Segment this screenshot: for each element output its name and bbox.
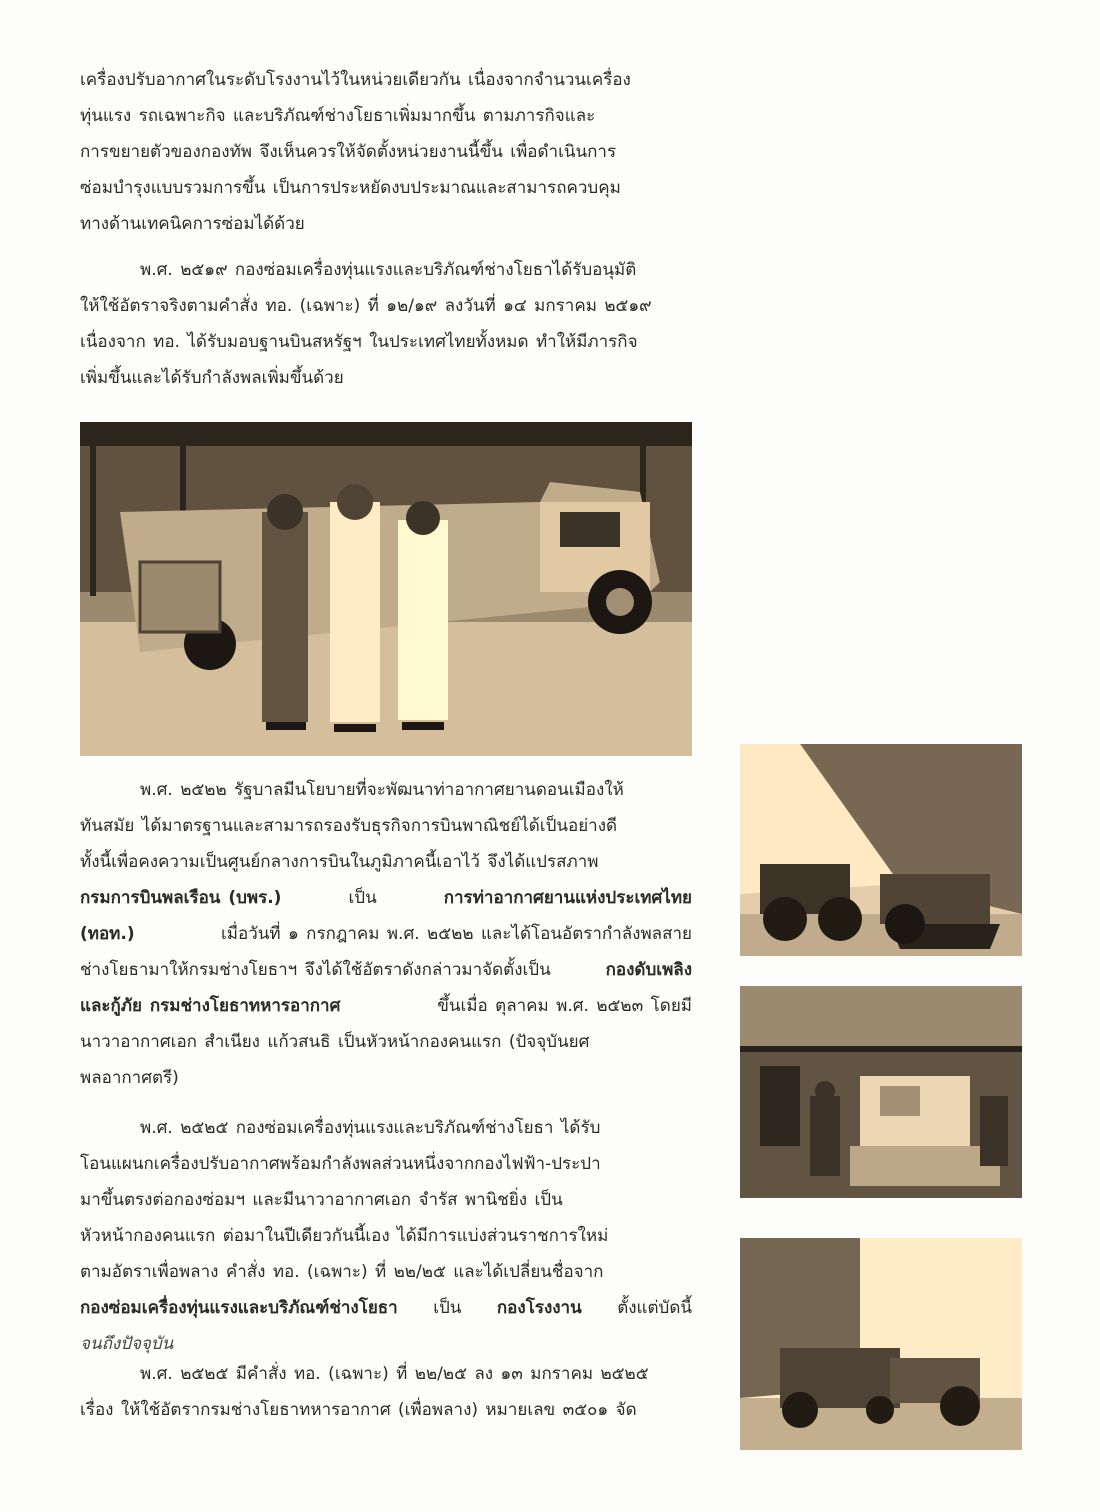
text-line: ซ่อมบำรุงแบบรวมการขึ้น เป็นการประหยัดงบประมาณและสามารถควบคุม: [80, 178, 621, 198]
text-span: เมื่อวันที่ ๑ กรกฎาคม พ.ศ. ๒๕๒๒ และได้โอนอัตรากำลังพลสาย: [220, 924, 692, 944]
bold-term: กองโรงงาน: [496, 1298, 582, 1318]
bold-term: กองซ่อมเครื่องทุ่นแรงและบริภัณฑ์ช่างโยธา: [80, 1298, 398, 1318]
paragraph-4: [80, 1110, 692, 1362]
italic-term: จนถึงปัจจุบัน: [80, 1334, 174, 1354]
bold-term: กรมการบินพลเรือน (บพร.): [80, 888, 282, 908]
text-line: [80, 952, 692, 988]
text-line: พ.ศ. ๒๕๒๕ กองซ่อมเครื่องทุ่นแรงและบริภัณฑ์ช่างโยธา ได้รับ: [140, 1118, 601, 1138]
text-line: เพิ่มขึ้นและได้รับกำลังพลเพิ่มขึ้นด้วย: [80, 368, 344, 388]
text-line: เรื่อง ให้ใช้อัตรากรมช่างโยธาทหารอากาศ (เพื่อพลาง) หมายเลข ๓๕๐๑ จัด: [80, 1400, 637, 1420]
paragraph-1: [80, 62, 692, 242]
text-line: [80, 880, 692, 916]
bold-term: กองดับเพลิง: [605, 960, 692, 980]
text-span: ขึ้นเมื่อ ตุลาคม พ.ศ. ๒๕๒๓ โดยมี: [437, 996, 692, 1016]
text-line: พ.ศ. ๒๕๒๕ มีคำสั่ง ทอ. (เฉพาะ) ที่ ๒๒/๒๕ ลง ๑๓ มกราคม ๒๕๒๕: [140, 1364, 649, 1384]
text-line: ทันสมัย ได้มาตรฐานและสามารถรองรับธุรกิจการบินพาณิชย์ได้เป็นอย่างดี: [80, 816, 618, 836]
text-line: พลอากาศตรี): [80, 1068, 179, 1088]
text-line: โอนแผนกเครื่องปรับอากาศพร้อมกำลังพลส่วนหนึ่งจากกองไฟฟ้า-ประปา: [80, 1154, 601, 1174]
text-line: [80, 988, 692, 1024]
text-line: ทั้งนี้เพื่อคงความเป็นศูนย์กลางการบินในภูมิภาคนี้เอาไว้ จึงได้แปรสภาพ: [80, 852, 599, 872]
paragraph-3: [80, 772, 692, 1096]
bold-term: และกู้ภัย กรมช่างโยธาทหารอากาศ: [80, 996, 341, 1016]
paragraph-2: [80, 252, 692, 396]
text-line: หัวหน้ากองคนแรก ต่อมาในปีเดียวกันนี้เอง ได้มีการแบ่งส่วนราชการใหม่: [80, 1226, 609, 1246]
text-line: เนื่องจาก ทอ. ได้รับมอบฐานบินสหรัฐฯ ในประเทศไทยทั้งหมด ทำให้มีภารกิจ: [80, 332, 638, 352]
bold-term: (ทอท.): [80, 924, 135, 944]
loader-hangar-photo: [740, 744, 1022, 956]
text-line: พ.ศ. ๒๕๒๒ รัฐบาลมีนโยบายที่จะพัฒนาท่าอากาศยานดอนเมืองให้: [140, 780, 624, 800]
text-line: ให้ใช้อัตราจริงตามคำสั่ง ทอ. (เฉพาะ) ที่ ๑๒/๑๙ ลงวันที่ ๑๔ มกราคม ๒๕๑๙: [80, 296, 652, 316]
text-span: ตั้งแต่บัดนี้: [617, 1298, 692, 1318]
text-line: ทางด้านเทคนิคการซ่อมได้ด้วย: [80, 214, 305, 234]
text-line: [80, 916, 692, 952]
text-line: ตามอัตราเพื่อพลาง คำสั่ง ทอ. (เฉพาะ) ที่ ๒๒/๒๕ และได้เปลี่ยนชื่อจาก: [80, 1262, 604, 1282]
bold-term: การท่าอากาศยานแห่งประเทศไทย: [443, 888, 692, 908]
text-span: เป็น: [348, 888, 377, 908]
text-line: ทุ่นแรง รถเฉพาะกิจ และบริภัณฑ์ช่างโยธาเพิ่มมากขึ้น ตามภารกิจและ: [80, 106, 596, 126]
fire-truck-photo: [80, 422, 692, 756]
text-line: การขยายตัวของกองทัพ จึงเห็นควรให้จัดตั้งหน่วยงานนี้ขึ้น เพื่อดำเนินการ: [80, 142, 617, 162]
text-line: มาขึ้นตรงต่อกองซ่อมฯ และมีนาวาอากาศเอก จำรัส พานิชยิ่ง เป็น: [80, 1190, 563, 1210]
text-span: เป็น: [433, 1298, 462, 1318]
workshop-machinery-photo: [740, 986, 1022, 1198]
paragraph-5: [80, 1356, 692, 1428]
equipment-yard-photo: [740, 1238, 1022, 1450]
text-line: นาวาอากาศเอก สำเนียง แก้วสนธิ เป็นหัวหน้ากองคนแรก (ปัจจุบันยศ: [80, 1032, 590, 1052]
text-line: พ.ศ. ๒๕๑๙ กองซ่อมเครื่องทุ่นแรงและบริภัณฑ์ช่างโยธาได้รับอนุมัติ: [140, 260, 637, 280]
text-span: ช่างโยธามาให้กรมช่างโยธาฯ จึงได้ใช้อัตราดังกล่าวมาจัดตั้งเป็น: [80, 960, 551, 980]
text-line: [80, 1290, 692, 1326]
text-line: เครื่องปรับอากาศในระดับโรงงานไว้ในหน่วยเดียวกัน เนื่องจากจำนวนเครื่อง: [80, 70, 631, 90]
